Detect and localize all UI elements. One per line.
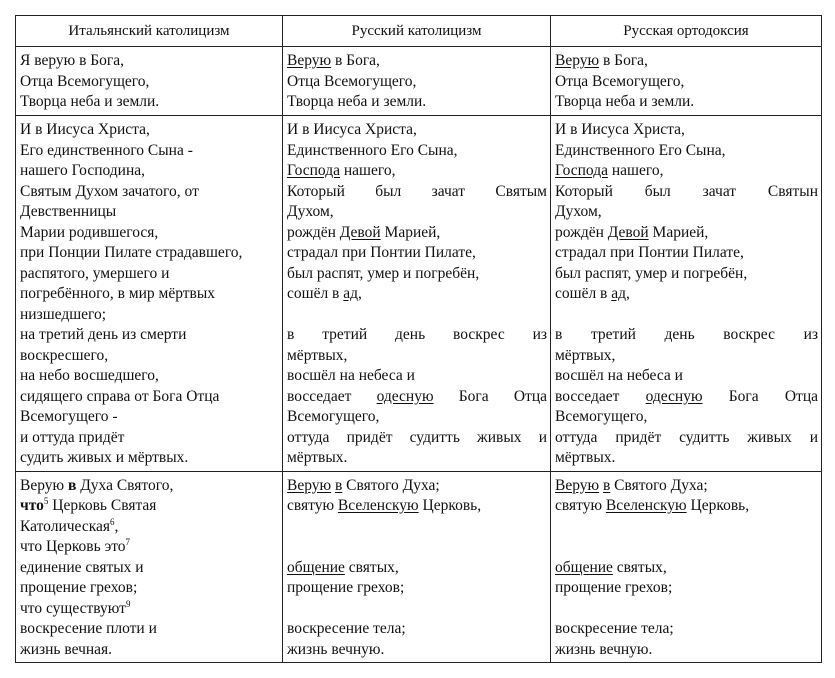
text-segment: нашего Господина,: [20, 162, 146, 179]
text-line: [287, 578, 547, 599]
text-line: [287, 496, 547, 517]
text-line: [555, 243, 818, 264]
text-line: [287, 264, 547, 285]
text-segment: нашего,: [339, 162, 396, 179]
text-segment: восседает: [287, 387, 377, 405]
text-line: [555, 407, 818, 428]
text-segment: святых,: [344, 558, 399, 576]
text-line: [555, 517, 818, 538]
text-segment: сошёл в: [287, 285, 344, 302]
text-segment: жизнь вечная.: [20, 640, 113, 658]
text-segment: Отца Всемогущего,: [555, 72, 685, 90]
text-line: [555, 537, 818, 558]
text-line: [287, 517, 547, 538]
table-row: [16, 471, 822, 663]
text-line: [555, 223, 818, 244]
text-segment: единение святых и: [20, 558, 144, 576]
table-cell: [551, 47, 822, 116]
text-line: [20, 182, 279, 203]
text-segment: Всемогущего -: [20, 408, 118, 425]
text-segment: ,: [358, 285, 362, 302]
underlined-word: Девой: [607, 223, 649, 241]
underlined-word: общение: [555, 558, 613, 576]
text-line: [20, 92, 279, 113]
footnote-marker: 6: [110, 516, 115, 527]
text-segment: рождён: [555, 223, 608, 241]
text-segment: прощение грехов;: [20, 579, 138, 596]
text-segment: Святого Духа;: [610, 476, 708, 494]
header-row: [16, 16, 822, 47]
text-segment: в Бога,: [331, 52, 380, 69]
text-line: [287, 305, 547, 326]
text-line: [20, 202, 279, 223]
text-segment: в третий день воскрес из: [287, 326, 547, 343]
text-segment: Марией,: [380, 223, 441, 241]
table-cell: [551, 116, 822, 472]
table-cell: [16, 116, 283, 472]
text-line: [287, 141, 547, 162]
text-segment: на небо восшедшего,: [20, 367, 159, 384]
text-segment: восседает: [555, 387, 646, 405]
text-segment: Творца неба и земли.: [555, 93, 695, 110]
text-segment: был распят, умер и погребён,: [555, 264, 748, 282]
text-line: [287, 428, 547, 449]
text-segment: Всемогущего,: [287, 408, 380, 425]
text-line: [555, 92, 818, 113]
text-line: [20, 387, 279, 408]
text-segment: святую: [287, 497, 338, 514]
text-line: [555, 619, 818, 640]
table-cell: [283, 116, 551, 472]
text-segment: святую: [555, 497, 606, 514]
text-line: [20, 428, 279, 449]
text-line: [20, 243, 279, 264]
text-segment: восшёл на небеса и: [287, 367, 415, 384]
text-segment: Духа Святого,: [76, 476, 174, 494]
text-segment: в Бога,: [599, 52, 648, 69]
text-line: [287, 72, 547, 93]
text-segment: оттуда придёт судитть живых и: [287, 428, 547, 446]
text-line: [287, 51, 547, 72]
underlined-word: Верую: [555, 52, 600, 69]
underlined-word: одесную: [645, 387, 703, 405]
text-line: [20, 72, 279, 93]
header-russian-orthodoxy: Русская ортодоксия: [551, 16, 822, 47]
text-segment: Духом,: [555, 203, 602, 220]
text-line: [20, 517, 279, 538]
text-line: [287, 325, 547, 346]
text-segment: Верую: [20, 476, 68, 494]
text-segment: восшёл на небеса и: [555, 367, 683, 384]
text-line: [287, 366, 547, 387]
text-segment: жизнь вечную.: [555, 640, 653, 658]
text-line: [287, 558, 547, 579]
text-segment: был распят, умер и погребён,: [287, 264, 480, 282]
text-line: [555, 120, 818, 141]
footnote-marker: 9: [125, 598, 131, 609]
text-segment: Отца Всемогущего,: [287, 72, 417, 90]
text-line: [555, 496, 818, 517]
text-line: [20, 407, 279, 428]
text-segment: Который был зачат Святым: [287, 182, 547, 200]
text-line: [20, 640, 279, 661]
text-segment: Творца неба и земли.: [287, 93, 427, 110]
text-line: [555, 476, 818, 497]
table-cell: [551, 471, 822, 663]
text-line: [20, 366, 279, 387]
text-line: [20, 305, 279, 326]
text-segment: И в Иисуса Христа,: [287, 121, 417, 138]
footnote-marker: 7: [125, 537, 131, 547]
text-segment: при Понции Пилате страдавшего,: [20, 244, 243, 261]
underlined-word: ад: [611, 285, 627, 302]
table-cell: [283, 47, 551, 116]
text-segment: воскресшего,: [20, 346, 109, 364]
table-cell: [16, 47, 283, 116]
underlined-word: в: [602, 476, 611, 494]
text-line: [555, 578, 818, 599]
text-segment: И в Иисуса Христа,: [555, 121, 685, 138]
creed-comparison-table: [15, 15, 822, 663]
header-italian-catholicism: Итальянский католицизм: [16, 16, 283, 47]
text-segment: на третий день из смерти: [20, 326, 187, 343]
text-line: [20, 619, 279, 640]
text-segment: нашего,: [607, 162, 664, 179]
underlined-word: Вселенскую: [337, 497, 419, 514]
text-line: [20, 558, 279, 579]
text-segment: что существуют: [20, 599, 126, 617]
text-segment: в третий день воскрес из: [555, 326, 818, 343]
text-segment: что Церковь это: [20, 538, 126, 555]
underlined-word: Верую: [287, 52, 332, 69]
table-row: [16, 47, 822, 116]
text-line: [20, 448, 279, 469]
text-line: [20, 51, 279, 72]
text-segment: низшедшего;: [20, 305, 107, 323]
text-segment: прощение грехов;: [287, 579, 405, 596]
text-segment: Марии родившегося,: [20, 223, 159, 241]
underlined-word: Вселенскую: [605, 497, 687, 514]
text-segment: Церковь Святая: [48, 497, 157, 514]
text-line: [20, 537, 279, 558]
underlined-word: Верую: [555, 476, 600, 494]
text-line: [555, 264, 818, 285]
text-segment: святых,: [612, 558, 667, 576]
text-line: [555, 428, 818, 449]
text-segment: Всемогущего,: [555, 408, 648, 425]
text-segment: Церковь,: [418, 497, 482, 514]
text-line: [287, 182, 547, 203]
text-segment: сошёл в: [555, 285, 612, 302]
table-row: [16, 116, 822, 472]
text-segment: рождён: [287, 223, 340, 241]
text-segment: Бога Отца: [433, 387, 547, 405]
text-line: [287, 92, 547, 113]
text-line: [20, 578, 279, 599]
text-line: [20, 346, 279, 367]
text-segment: Который был зачат Святын: [555, 182, 818, 200]
text-line: [555, 448, 818, 469]
text-line: [555, 366, 818, 387]
text-line: [287, 284, 547, 305]
text-segment: ,: [626, 285, 630, 302]
text-segment: Святого Духа;: [342, 476, 440, 494]
text-segment: погребённого, в мир мёртвых: [20, 285, 216, 302]
text-line: [555, 182, 818, 203]
text-line: [287, 120, 547, 141]
footnote-marker: 5: [43, 496, 49, 506]
text-segment: Церковь,: [686, 497, 750, 514]
text-line: [20, 141, 279, 162]
text-line: [20, 496, 279, 517]
text-segment: жизнь вечную.: [287, 640, 385, 658]
text-line: [555, 161, 818, 182]
text-line: [555, 141, 818, 162]
text-segment: и оттуда придёт: [20, 428, 125, 446]
text-segment: сидящего справа от Бога Отца: [20, 387, 220, 405]
text-line: [20, 161, 279, 182]
text-line: [20, 325, 279, 346]
text-segment: Отца Всемогущего,: [20, 72, 150, 90]
text-line: [287, 599, 547, 620]
text-segment: судить живых и мёртвых.: [20, 449, 189, 466]
text-line: [20, 264, 279, 285]
text-segment: воскресение тела;: [555, 620, 674, 637]
text-segment: воскресение плоти и: [20, 620, 157, 637]
text-segment: мёртвых,: [555, 346, 616, 364]
text-segment: Единственного Его Сына,: [555, 141, 726, 159]
text-segment: мёртвых,: [287, 346, 348, 364]
text-line: [20, 223, 279, 244]
text-line: [287, 407, 547, 428]
text-line: [555, 51, 818, 72]
text-segment: И в Иисуса Христа,: [20, 121, 150, 138]
text-line: [555, 325, 818, 346]
underlined-word: ад: [343, 285, 359, 302]
underlined-word: в: [334, 476, 343, 494]
text-line: [20, 476, 279, 497]
underlined-word: Девой: [339, 223, 381, 241]
text-segment: Единственного Его Сына,: [287, 141, 458, 159]
text-line: [287, 619, 547, 640]
text-segment: воскресение тела;: [287, 620, 406, 637]
text-line: [287, 243, 547, 264]
text-line: [287, 537, 547, 558]
text-line: [555, 305, 818, 326]
text-segment: Его единственного Сына -: [20, 141, 193, 159]
text-line: [287, 640, 547, 661]
text-line: [555, 202, 818, 223]
text-line: [555, 640, 818, 661]
text-segment: распятого, умершего и: [20, 264, 170, 282]
text-segment: Творца неба и земли.: [20, 93, 160, 110]
header-russian-catholicism: Русский католицизм: [283, 16, 551, 47]
text-segment: Девственницы: [20, 203, 117, 220]
text-line: [287, 161, 547, 182]
text-segment: ,: [114, 517, 119, 535]
bold-word: что: [20, 497, 44, 514]
text-segment: Марией,: [648, 223, 709, 241]
underlined-word: одесную: [376, 387, 434, 405]
text-line: [20, 599, 279, 620]
underlined-word: общение: [287, 558, 345, 576]
text-line: [555, 346, 818, 367]
text-line: [287, 448, 547, 469]
underlined-word: Верую: [287, 476, 332, 494]
text-segment: Я верую в Бога,: [20, 52, 125, 69]
text-segment: мёртвых.: [555, 449, 616, 466]
bold-word: в: [67, 476, 77, 494]
text-segment: оттуда придёт судитть живых и: [555, 428, 818, 446]
text-line: [287, 223, 547, 244]
text-line: [287, 476, 547, 497]
text-line: [287, 387, 547, 408]
text-segment: страдал при Понтии Пилате,: [555, 244, 744, 261]
text-line: [555, 558, 818, 579]
text-line: [555, 72, 818, 93]
text-segment: Духом,: [287, 203, 334, 220]
text-line: [20, 120, 279, 141]
text-segment: Бога Отца: [702, 387, 818, 405]
text-segment: прощение грехов;: [555, 579, 673, 596]
text-segment: мёртвых.: [287, 449, 348, 466]
text-line: [287, 202, 547, 223]
text-line: [555, 387, 818, 408]
underlined-word: Господа: [555, 162, 608, 179]
text-segment: Святым Духом зачатого, от: [20, 182, 199, 200]
text-line: [555, 284, 818, 305]
text-line: [20, 284, 279, 305]
table-cell: [16, 471, 283, 663]
underlined-word: Господа: [287, 162, 340, 179]
text-segment: страдал при Понтии Пилате,: [287, 244, 476, 261]
text-line: [555, 599, 818, 620]
text-line: [287, 346, 547, 367]
table-cell: [283, 471, 551, 663]
text-segment: Католическая: [20, 517, 111, 535]
